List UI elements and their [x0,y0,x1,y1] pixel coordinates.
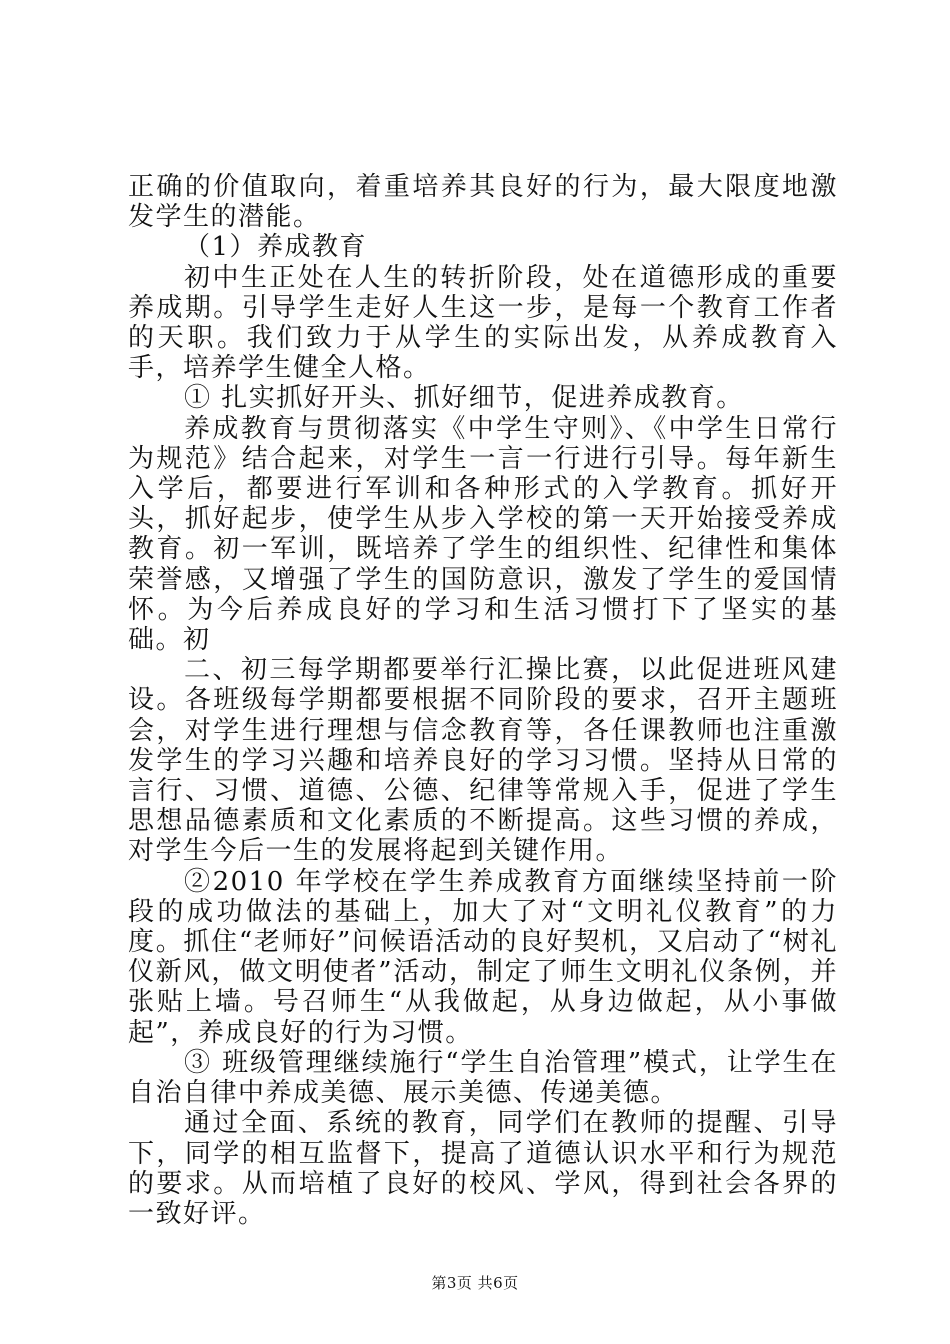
paragraph: ②2010 年学校在学生养成教育方面继续坚持前一阶段的成功做法的基础上，加大了对“文明礼仪教育”的力度。抓住“老师好”问候语活动的良好契机，又启动了“树礼仪新风，做文明使者”活动，制定了师生文明礼仪条例，并张贴上墙。号召师生“从我做起，从身边做起，从小事做起”，养成良好的行为习惯。 [128,866,838,1048]
paragraph: 初中生正处在人生的转折阶段，处在道德形成的重要养成期。引导学生走好人生这一步，是每一个教育工作者的天职。我们致力于从学生的实际出发，从养成教育入手，培养学生健全人格。 [128,262,838,384]
paragraph: ③ 班级管理继续施行“学生自治管理”模式，让学生在自治自律中养成美德、展示美德、传递美德。 [128,1047,838,1109]
document-body [128,172,838,1229]
subsection-heading: ① 扎实抓好开头、抓好细节，促进养成教育。 [184,383,744,414]
paragraph: 养成教育与贯彻落实《中学生守则》、《中学生日常行为规范》结合起来，对学生一言一行进行引导。每年新生入学后，都要进行军训和各种形式的入学教育。抓好开头，抓好起步，使学生从步入学校的第一天开始接受养成教育。初一军训，既培养了学生的组织性、纪律性和集体荣誉感，又增强了学生的国防意识，激发了学生的爱国情怀。为今后养成良好的学习和生活习惯打下了坚实的基础。初 [128,413,838,656]
section-heading: （1）养成教育 [184,232,368,263]
paragraph: 通过全面、系统的教育，同学们在教师的提醒、引导下，同学的相互监督下，提高了道德认识水平和行为规范的要求。从而培植了良好的校风、学风，得到社会各界的一致好评。 [128,1108,838,1229]
page-footer: 第3页 共6页 [431,1274,519,1292]
paragraph: 二、初三每学期都要举行汇操比赛，以此促进班风建设。各班级每学期都要根据不同阶段的要求，召开主题班会，对学生进行理想与信念教育等，各任课教师也注重激发学生的学习兴趣和培养良好的学习习惯。坚持从日常的言行、习惯、道德、公德、纪律等常规入手，促进了学生思想品德素质和文化素质的不断提高。这些习惯的养成，对学生今后一生的发展将起到关键作用。 [128,655,838,867]
paragraph-continuation: 正确的价值取向，着重培养其良好的行为，最大限度地激发学生的潜能。 [128,172,838,233]
